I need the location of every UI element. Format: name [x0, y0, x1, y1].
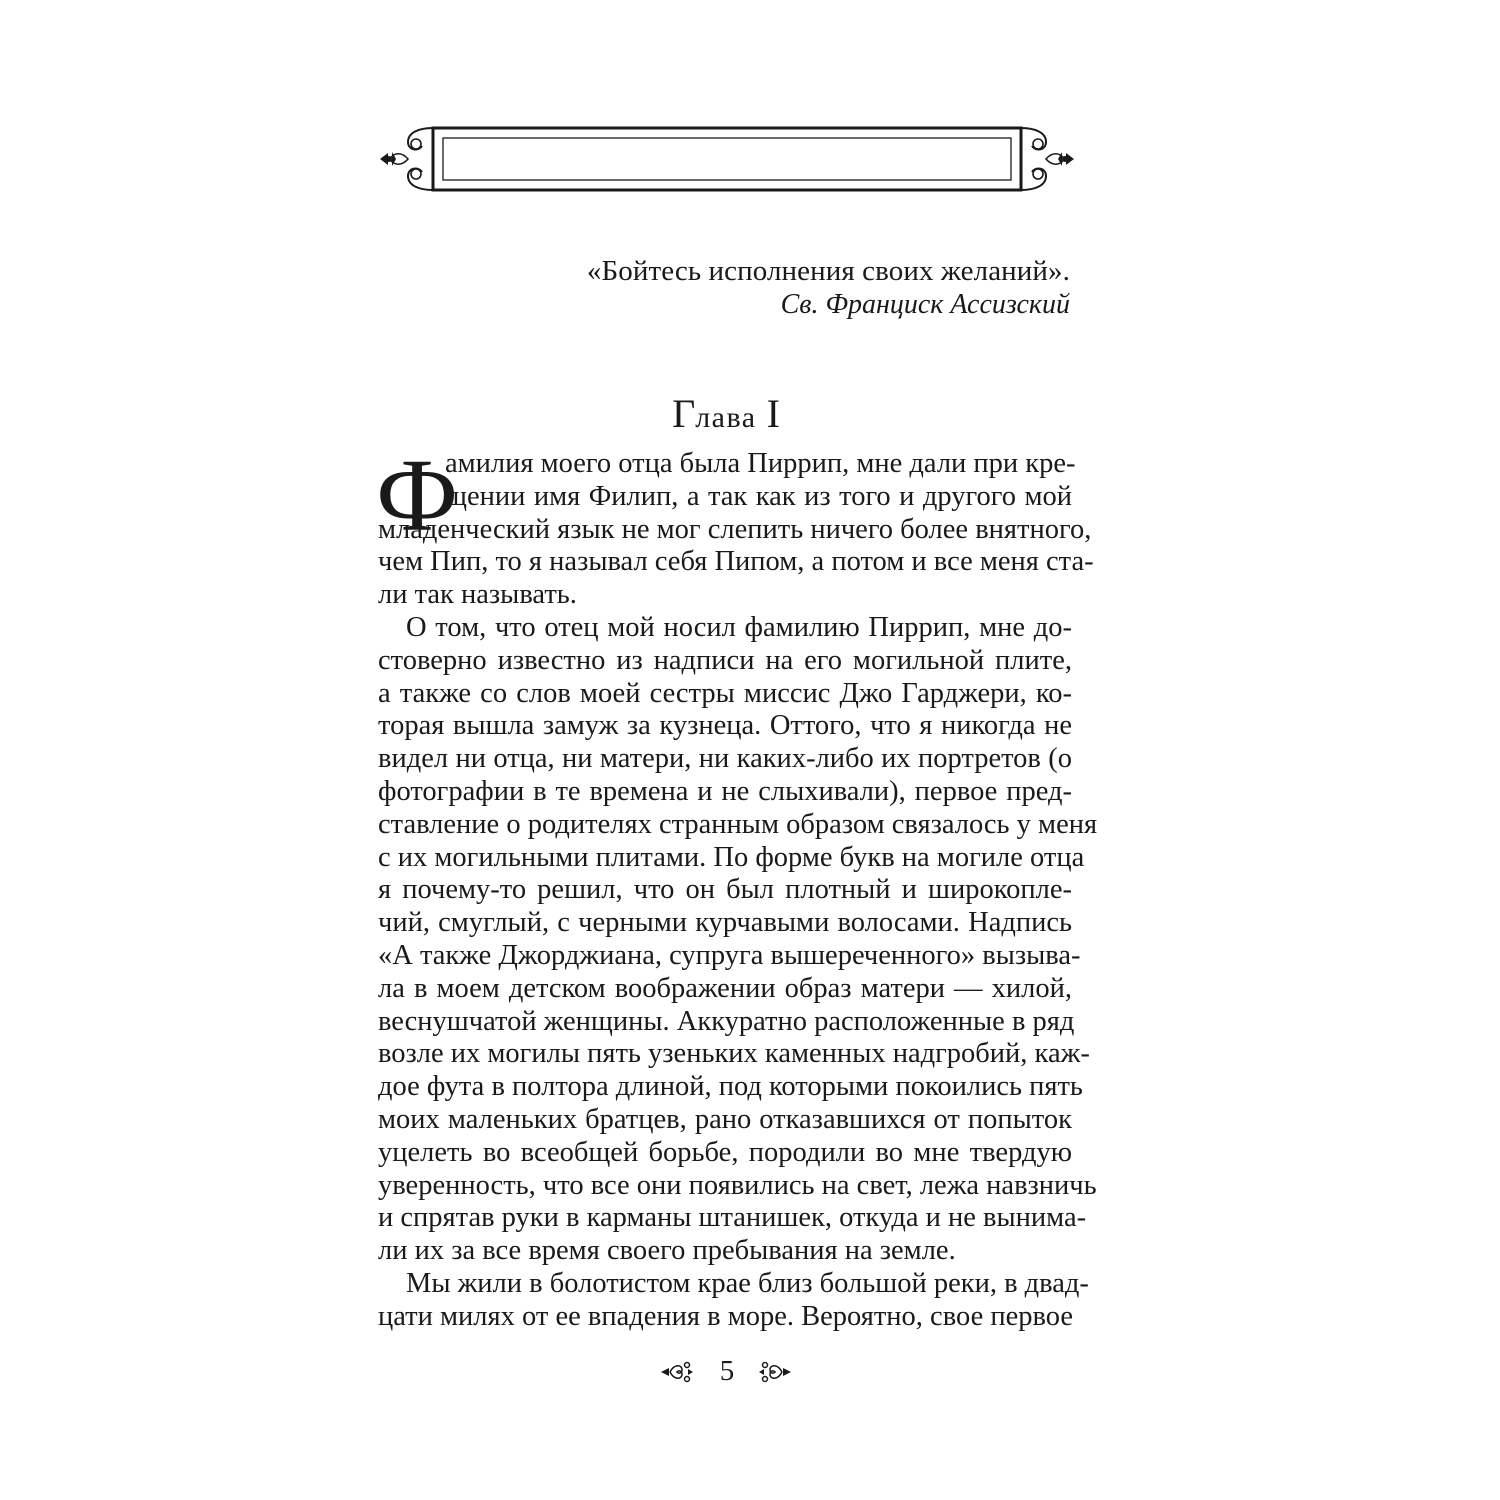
text-line: чем Пип, то я называл себя Пипом, а потом и все меня ста- — [378, 546, 1094, 578]
text-line: О том, что отец мой носил фамилию Пиррип, мне до- — [406, 611, 1072, 643]
text-line: младенческий язык не мог слепить ничего более внятного, — [378, 513, 1092, 545]
body-text — [376, 438, 1098, 1334]
text-line: видел ни отца, ни матери, ни каких-либо их портретов (о — [378, 743, 1072, 775]
drop-cap: Ф — [376, 438, 459, 553]
header-ornament-frame — [378, 122, 1076, 196]
epigraph-quote: «Бойтесь исполнения своих желаний». — [586, 255, 1070, 287]
text-line: торая вышла замуж за кузнеца. Оттого, что я никогда не — [378, 710, 1072, 742]
text-line: фотографии в те времена и не слыхивали), первое пред- — [378, 775, 1072, 807]
chapter-word-initial: Г — [672, 391, 696, 436]
text-line: веснушчатой женщины. Аккуратно расположенные в ряд — [378, 1005, 1075, 1037]
text-line: возле их могилы пять узеньких каменных надгробий, каж- — [378, 1038, 1090, 1070]
text-line: стоверно известно из надписи на его могильной плите, — [378, 644, 1072, 676]
text-line: и спрятав руки в карманы штанишек, откуда и не вынима- — [378, 1202, 1087, 1234]
text-line: амилия моего отца была Пиррип, мне дали при кре- — [445, 448, 1076, 479]
chapter-word-rest: лава — [695, 401, 757, 434]
text-line: уверенность, что все они появились на свет, лежа навзничь — [378, 1169, 1097, 1201]
text-line: цати милях от ее впадения в море. Вероятно, свое первое — [378, 1300, 1074, 1332]
text-line: уцелеть во всеобщей борьбе, породили во мне твердую — [378, 1136, 1072, 1168]
epigraph-author: Св. Франциск Ассизский — [780, 289, 1070, 320]
page-number: 5 — [719, 1355, 735, 1387]
text-line: ла в моем детском воображении образ матери — хилой, — [378, 972, 1072, 1004]
text-line: чий, смуглый, с черными курчавыми волосами. Надпись — [378, 907, 1072, 939]
epigraph — [587, 254, 1070, 322]
text-line: с их могильными плитами. По форме букв на могиле отца — [378, 841, 1085, 873]
chapter-title — [378, 392, 1074, 440]
text-line: ли так называть. — [378, 579, 577, 611]
text-line: а также со слов моей сестры миссис Джо Гарджери, ко- — [378, 677, 1072, 709]
fleuron-left-icon — [660, 1360, 694, 1384]
chapter-numeral: I — [766, 391, 780, 436]
text-line: ли их за все время своего пребывания на земле. — [378, 1235, 956, 1267]
text-line: моих маленьких братцев, рано отказавшихся от попыток — [378, 1103, 1072, 1135]
text-line: дое фута в полтора длиной, под которыми покоились пять — [378, 1071, 1083, 1103]
text-line: ставление о родителях странным образом связалось у меня — [378, 808, 1098, 840]
text-line: щении имя Филип, а так как из того и другого мой — [445, 480, 1072, 512]
fleuron-right-icon — [758, 1360, 792, 1384]
text-line: Мы жили в болотистом крае близ большой реки, в двад- — [406, 1267, 1089, 1299]
page-number-footer — [660, 1352, 792, 1392]
text-line: «А также Джорджиана, супруга вышереченного» вызыва- — [378, 939, 1081, 971]
text-line: я почему-то решил, что он был плотный и широкопле- — [378, 874, 1072, 906]
ornament-frame-icon — [378, 122, 1076, 196]
